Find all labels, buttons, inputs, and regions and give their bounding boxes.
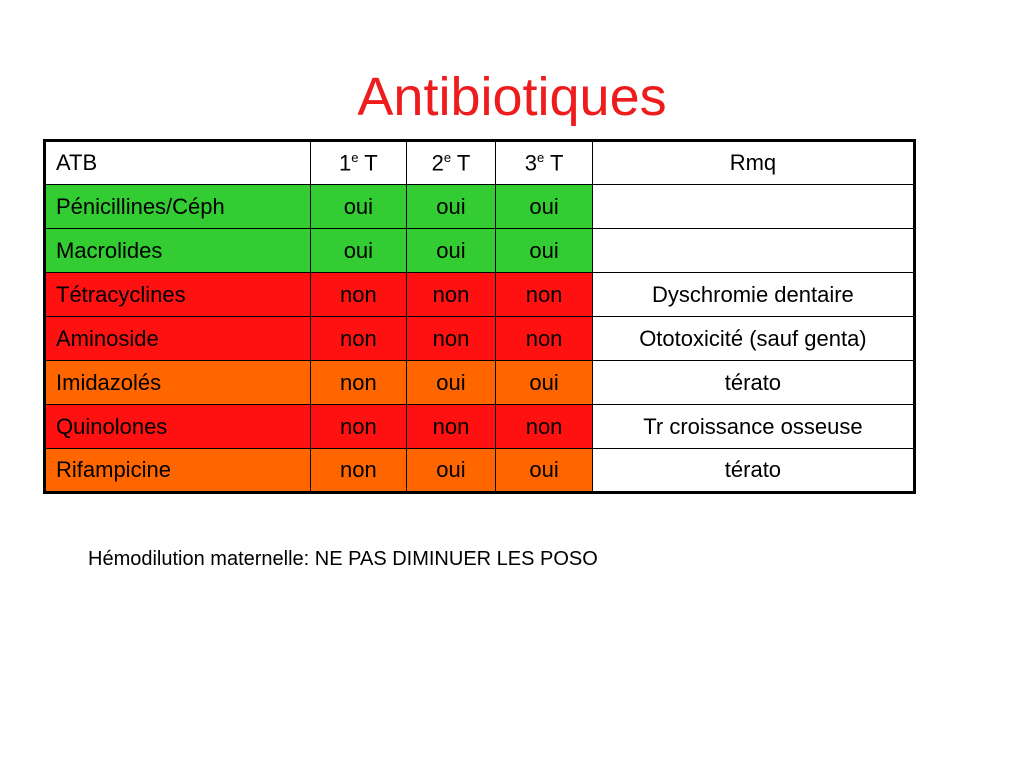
trimester-3-cell: oui (496, 361, 593, 405)
antibiotic-name-cell: Imidazolés (45, 361, 311, 405)
remark-cell: Ototoxicité (sauf genta) (592, 317, 914, 361)
header-trimester-2-num: 2 (431, 150, 444, 176)
header-rmq: Rmq (592, 141, 914, 185)
remark-cell (592, 229, 914, 273)
antibiotic-name-cell: Quinolones (45, 405, 311, 449)
antibiotic-name-cell: Tétracyclines (45, 273, 311, 317)
table-row (45, 185, 915, 229)
header-trimester-2 (406, 141, 496, 185)
table-row (45, 317, 915, 361)
antibiotic-name-cell: Rifampicine (45, 449, 311, 493)
trimester-1-cell: non (311, 449, 407, 493)
trimester-1-cell: non (311, 361, 407, 405)
antibiotic-name-cell: Pénicillines/Céph (45, 185, 311, 229)
trimester-2-cell: oui (406, 185, 496, 229)
trimester-2-cell: oui (406, 229, 496, 273)
header-trimester-3 (496, 141, 593, 185)
header-trimester-1-suffix: T (358, 150, 378, 176)
header-trimester-3-num: 3 (524, 150, 537, 176)
trimester-2-cell: oui (406, 361, 496, 405)
table-row (45, 229, 915, 273)
table-row (45, 273, 915, 317)
header-trimester-3-sup: e (537, 149, 545, 165)
table-row (45, 361, 915, 405)
header-trimester-3-suffix: T (544, 150, 564, 176)
table-row (45, 405, 915, 449)
trimester-3-cell: oui (496, 229, 593, 273)
trimester-3-cell: non (496, 405, 593, 449)
header-trimester-2-sup: e (443, 149, 452, 165)
trimester-2-cell: oui (406, 449, 496, 493)
trimester-1-cell: non (311, 273, 407, 317)
table-header-row (45, 141, 915, 185)
remark-cell (592, 185, 914, 229)
trimester-2-cell: non (406, 405, 496, 449)
header-trimester-2-suffix: T (451, 150, 471, 176)
header-trimester-1 (311, 141, 407, 185)
remark-cell: Tr croissance osseuse (592, 405, 914, 449)
antibiotic-name-cell: Aminoside (45, 317, 311, 361)
antibiotic-name-cell: Macrolides (45, 229, 311, 273)
remark-cell: térato (592, 449, 914, 493)
remark-cell: térato (592, 361, 914, 405)
header-atb: ATB (45, 141, 311, 185)
header-trimester-1-num: 1 (339, 150, 352, 176)
trimester-3-cell: oui (496, 185, 593, 229)
table-body (45, 141, 915, 493)
antibiotics-table (43, 139, 916, 494)
trimester-3-cell: oui (496, 449, 593, 493)
trimester-1-cell: non (311, 405, 407, 449)
header-trimester-1-sup: e (351, 149, 359, 165)
trimester-1-cell: oui (311, 229, 407, 273)
footnote: Hémodilution maternelle: NE PAS DIMINUER LES POSO (88, 548, 598, 570)
slide-title: Antibiotiques (357, 67, 667, 127)
table-row (45, 449, 915, 493)
remark-cell: Dyschromie dentaire (592, 273, 914, 317)
trimester-2-cell: non (406, 273, 496, 317)
trimester-2-cell: non (406, 317, 496, 361)
trimester-1-cell: non (311, 317, 407, 361)
trimester-3-cell: non (496, 317, 593, 361)
trimester-3-cell: non (496, 273, 593, 317)
trimester-1-cell: oui (311, 185, 407, 229)
